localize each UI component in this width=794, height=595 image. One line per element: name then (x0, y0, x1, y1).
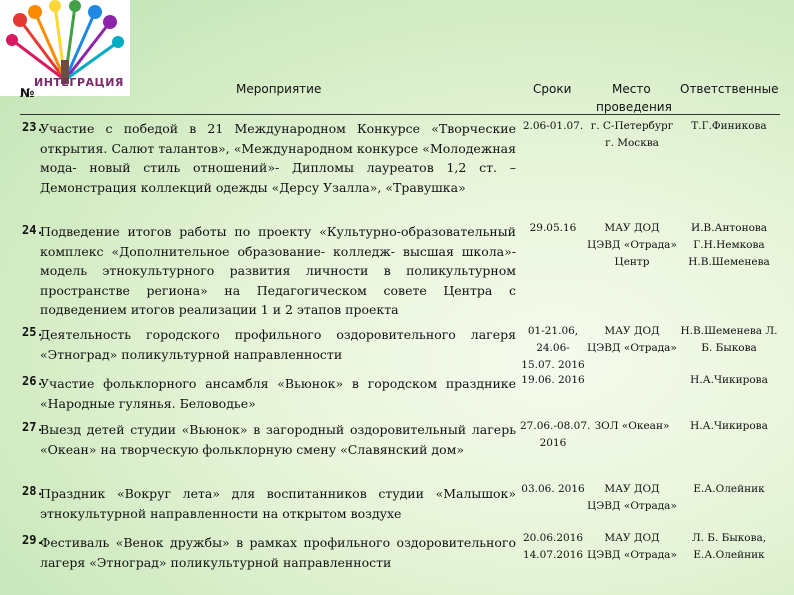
row-29-event: Фестиваль «Венок дружбы» в рамках профильного оздоровительного лагеря «Этноград» поликультурной направленности (40, 535, 516, 570)
row-24-num: 24. (22, 223, 44, 237)
header-place-line2: проведения (596, 100, 672, 114)
row-29-responsible: Л. Б. Быкова, Е.А.Олейник (691, 532, 767, 561)
row-28-event: Праздник «Вокруг лета» для воспитанников студии «Малышок» этнокультурной направленности на открытом воздухе (40, 486, 516, 521)
row-23-event: Участие с победой в 21 Международном Конкурсе «Творческие открытия. Салют талантов», «Международном конкурсе «Молодежная мода- новый стиль отношений»- Дипломы лауреатов 1,2 ст. – Демонстрация коллекций одежды «Дерсу Узалла», «Травушка» (40, 121, 516, 195)
row-23-num: 23. (22, 120, 44, 134)
row-26-event: Участие фольклорного ансамбля «Вьюнок» в городском празднике «Народные гулянья. Беловодье» (40, 376, 516, 411)
row-25-event: Деятельность городского профильного оздоровительного лагеря «Этноград» поликультурной направленности (40, 327, 516, 362)
row-25-num: 25. (22, 325, 44, 339)
row-25-place: МАУ ДОД ЦЭВД «Отрада» (587, 325, 677, 354)
header-divider (20, 114, 780, 115)
row-29-num: 29. (22, 533, 44, 547)
row-27-responsible: Н.А.Чикирова (690, 420, 768, 432)
logo (0, 0, 130, 96)
row-28-place: МАУ ДОД ЦЭВД «Отрада» (587, 483, 677, 512)
row-27-num: 27. (22, 420, 44, 434)
row-29-place: МАУ ДОД ЦЭВД «Отрада» (587, 532, 677, 561)
header-place-line1: Место (612, 82, 651, 96)
header-event: Мероприятие (236, 82, 322, 96)
row-24-event: Подведение итогов работы по проекту «Культурно-образовательный комплекс «Дополнительное образование- колледж- высшая школа»- модель этнокультурного развития личности в поликультурном пространстве региона» на Педагогическом совете Центра с подведением итогов реализации 1 и 2 этапов проекта (40, 224, 516, 317)
row-23-place: г. С-Петербург г. Москва (590, 120, 674, 149)
row-27-dates: 27.06.-08.07. 2016 (520, 420, 591, 449)
row-26-num: 26. (22, 374, 44, 388)
header-num: № (20, 86, 35, 100)
row-28-responsible: Е.А.Олейник (693, 483, 765, 495)
row-24-place: МАУ ДОД ЦЭВД «Отрада» Центр (587, 222, 677, 268)
row-24-dates: 29.05.16 (529, 222, 577, 234)
row-23-responsible: Т.Г.Финикова (691, 120, 767, 132)
row-25-responsible: Н.В.Шеменева Л. Б. Быкова (680, 325, 778, 354)
header-dates: Сроки (533, 82, 572, 96)
row-27-place: ЗОЛ «Океан» (594, 420, 670, 432)
header-responsible: Ответственные (680, 82, 779, 96)
row-28-dates: 03.06. 2016 (521, 483, 585, 495)
row-27-event: Выезд детей студии «Вьюнок» в загородный оздоровительный лагерь «Океан» на творческую фольклорную смену «Славянский дом» (40, 422, 516, 457)
row-26-responsible: Н.А.Чикирова (690, 374, 768, 386)
logo-text: ИНТЕГРАЦИЯ (34, 76, 124, 89)
row-26-dates: 19.06. 2016 (521, 374, 585, 386)
row-28-num: 28. (22, 484, 44, 498)
row-29-dates: 20.06.2016 14.07.2016 (522, 532, 584, 561)
row-23-dates: 2.06-01.07. (522, 120, 584, 132)
row-24-responsible: И.В.Антонова Г.Н.Немкова Н.В.Шеменева (688, 222, 770, 268)
row-25-dates: 01-21.06, 24.06-15.07. 2016 (521, 325, 585, 371)
